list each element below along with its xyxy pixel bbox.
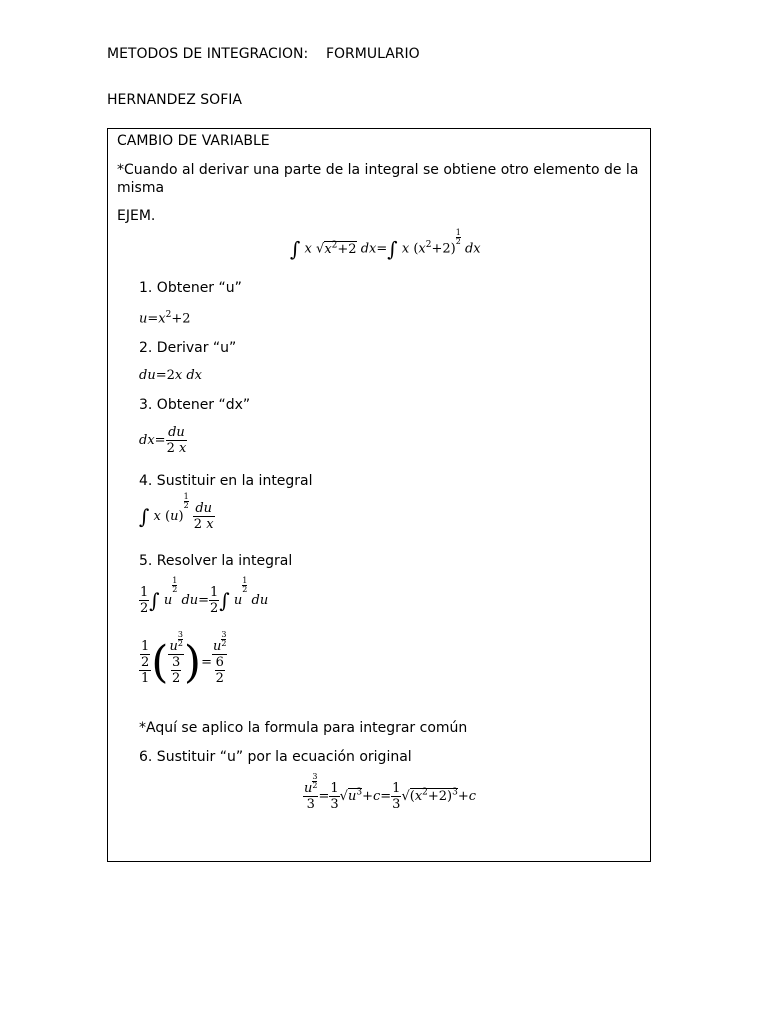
- final-formula: u $\frac{3}{2}$ 3 = $\frac{1}{3}$ $√u^3+c=$ $\frac{1}{3}$ $√(x^2+2)^3+c$: [304, 772, 477, 812]
- example-label: EJEM.: [117, 208, 156, 224]
- formula-note: *Aquí se aplico la formula para integrar común: [139, 720, 468, 736]
- description-line-1: *Cuando al derivar una parte de la integral se obtiene otro elemento de la: [117, 162, 639, 178]
- dx-definition: dx= $\frac{du}{2 x}$: [139, 425, 187, 456]
- description-line-2: misma: [117, 180, 165, 196]
- step-6-label: 6. Sustituir “u” por la ecuación original: [139, 749, 412, 765]
- step-2-label: 2. Derivar “u”: [139, 340, 237, 356]
- step-5-label: 5. Resolver la integral: [139, 553, 293, 569]
- example-formula: ∫ x $√x^2+2$ dx=∫ x $(x^2+2)$ $\frac{1}{2}$ dx: [290, 228, 481, 261]
- step-1-label: 1. Obtener “u”: [139, 280, 242, 296]
- document-title: METODOS DE INTEGRACION: FORMULARIO: [107, 46, 420, 62]
- formula-box: [107, 128, 651, 862]
- du-definition: du=2x dx: [139, 368, 202, 383]
- author-name: HERNANDEZ SOFIA: [107, 92, 242, 108]
- resolved-integral-1: $\frac{1}{2}$ ∫ u $\frac{1}{2}$ du= $\frac{1}{2}$ ∫ u $\frac{1}{2}$ du: [140, 576, 269, 616]
- resolved-integral-2: $\frac{\frac{1}{2}}{1}$ ( u $\frac{3}{2}$ $\frac{3}{2}$ )= u $\frac{3}{2}$ $\frac{6}{2}$: [141, 630, 227, 688]
- step-4-label: 4. Sustituir en la integral: [139, 473, 313, 489]
- section-title: CAMBIO DE VARIABLE: [117, 133, 270, 149]
- step-3-label: 3. Obtener “dx”: [139, 397, 251, 413]
- u-definition: $u=x^2+2$: [139, 310, 191, 327]
- substituted-integral: ∫ x (u) $\frac{1}{2}$ $\frac{du}{2 x}$: [139, 492, 214, 532]
